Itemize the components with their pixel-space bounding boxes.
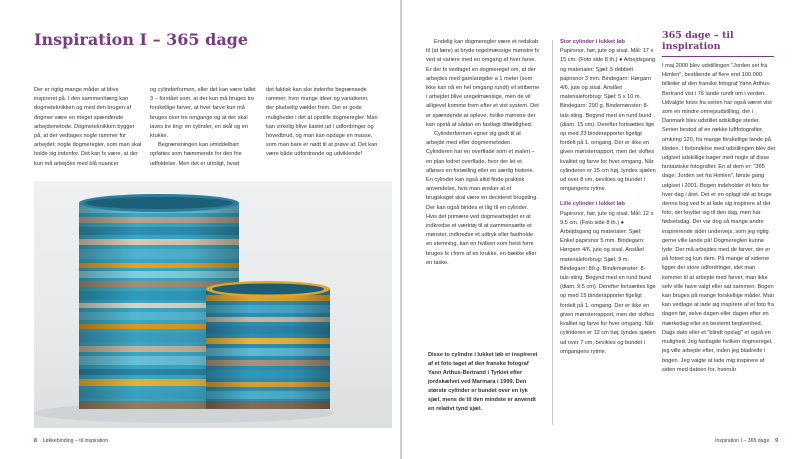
page-number: 9: [775, 438, 778, 444]
pattern-instructions: Papirsnor, hør, jute og sisal. Mål: 17 x 15 cm. (Foto side 8 th.) ● Arbejdsgang og materialer: Sjæl: 5 dobbelt papirsnor 3 mm. Bindegarn: Hørgarn 4/6, jute og sisal. Anslået materialeforbrug: Sjæl: 5 x 10 m. Bindegarn: 290 g. Bindemønster: 8-tals-sting. Begynd med en rund bund (diam. 15 cm). Derefter fortsættes lige op med 23 binderapporter ligeligt fordelt på 1. omgang. Der er ikke en given mønsterrapport, men der skiftes kvalitet og farve for hver omgang. Når cylinderen er 15 cm høj, tyndes sjælen ud over 8 cm, bevikles og bundet i omgangens rytme.: [560, 48, 656, 193]
paragraph: I maj 2000 blev udstillingen "Jorden set fra Himlen", bestående af flere end 100.000 billeder af den franske fotograf Yann Arthus-Bertrand vist i 76 lande rundt om i verden. Udvalgte fotos fra serien har også været vist som en mindre omrejsudstilling, der i Danmark blev udstillet adskillige steder. Serien bestod af en række luftfotografier, omkring 120, fra mange forskellige lande på kloden. I forbindelse med udstillingen blev der udgivet adskillige bøger med nogle af disse fantastiske fotografier. En af dem er: "365 dage: Jorden set fra Himlen", første gang udgivet i 2001. Bogen indeholder ét foto for hver dag i året. Det er en oplagt idé at bruge denne bog ved fx at lade sig inspirere af det foto, der knytter sig til den dag, men har fødselsdag. Der var dog så mange andre inspirerende sider undervejs, som jeg rigtig gerne ville lande på! Dogmereglen kunne lyde: Der må arbejdes med de farver, der er på fotoet og kun dem. På mange af siderne ligger der store udfordringer, idet man kommer til at arbejde med farver, man ikke selv ville have valgt eller sat sammen. Bogen kan bruges på mange forskellige måder. Man kan vedtage at lade sig inspirere af et foto fra dagen før, selve dagen eller dagen efter en mærkedag eller en bestemt begivenhed. Dags dato eller et "blindt opslag" er også en mulighed. Jeg fastlagde hvilken dogmeregel, jeg ville arbejde efter, inden jeg bladrede i bogen. Jeg valgte at lade mig inspirere af siden med datoen for, hvornår: [662, 63, 776, 373]
column-rule: [552, 40, 553, 425]
title-rule: [662, 56, 774, 57]
coiled-cylinders-illustration: [34, 181, 392, 428]
photo-caption: Disse to cylindre i lukket løb er inspireret af et foto taget af den franske fotograf Yann Arthus-Bertrand i Tyrkiet efter jordskælvet ved Marmara i 1999. Den største cylinder er bundet over en tyk sjæl, mens de til den mindste er anvendt en relativt tynd sjæl.: [428, 352, 538, 412]
sidebar-title: 365 dage – til inspiration: [662, 30, 734, 52]
paragraph: og cylinderformen, eller det kan være tallet 3 – forstået som, at der kun må bruges tre forskellige farver, at hver farve kun må bruges over tre omgange og at der skal laves tre ting: en cylinder, en skål og en krukke.: [150, 87, 256, 140]
pattern-heading: Stor cylinder i lukket løb: [560, 39, 625, 45]
paragraph: Der er rigtig mange måder at blive inspireret på. I den sammenhæng kan dogmeteknikken og med den brugen af dogmer være en meget spændende arbejdsmetode. Dogmeteknikken bygger på, at der vedtages nogle rammer for arbejdet; nogle dogmeregler, som man skal holde sig indenfor. Det kan fx være, at der kun må arbejdes med blå nuancer: [34, 87, 142, 167]
left-footer: [34, 438, 108, 444]
body-column-2: [150, 86, 258, 169]
right-footer: [715, 438, 778, 444]
body-column-3: [266, 86, 378, 160]
running-head: Inspiration I – 365 dage: [715, 438, 770, 444]
running-head: Løkkebinding – til inspiration: [42, 438, 109, 444]
body-column-1: [426, 38, 540, 268]
paragraph: det faktisk kan ske indenfor begrænsede rammer; hvor mange ideer og variationer, der pludselig vælder frem. Der er gode muligheder i det at opstille dogmeregler. Man kan virkelig blive kastet ud i udfordringer og hovedbrud, og man kan opdage en masse, som man bare er nødt til at prøve af. Det kan være både udfordrende og udviklende!: [266, 87, 378, 158]
pattern-column: [560, 38, 656, 357]
paragraph: Begrænsningen kan umiddelbart opfattes som hæmmende for den frie udfoldelse. Men det er utroligt, hvad: [150, 142, 242, 167]
pattern-heading: Lille cylinder i lukket løb: [560, 201, 625, 208]
page-number: 8: [34, 438, 37, 444]
basket-photo: [34, 181, 392, 428]
left-page: [0, 0, 400, 459]
pattern-instructions: Papirsnor, hør, jute og sisal. Mål: 12 x 9.5 cm. (Foto side 8 th.) ● Arbejdsgang og materialer: Sjæl: Enkel papirsnor 5 mm. Bindegarn: Hørgarn 4/6, jute og sisal. Anslået materialeforbrug: Sjæl: 9 m. Bindegarn: 80 g. Bindemønster: 8-tals-sting. Begynd med en rund bund (diam. 9.5 cm). Derefter fortsættes lige op med 15 binderapporter ligeligt fordelt på 1. omgang. Der er ikke en given mønsterrapport, men der skiftes kvalitet og farve for hver omgang. Når cylinderen er 12 cm høj, tyndes sjælen ud over 7 cm, bevikles og bundet i omgangens rytme.: [560, 210, 656, 355]
body-column-1: [34, 86, 142, 169]
paragraph: Endelig kan dogmeregler være et redskab til (at lære) at bryde regelmæssige mønstre fx ved at variere med en omgang af hver farve. Er der fx vedtaget en dogmeregel om, at der arbejdes med gamlarøgder a 1 meter (som ikke kan nå en hel omgang rundt) vil striberne i arbejdet blive uregelmæssige, men de vil alligevel komme frem efter et vist system. Det er spændende at opleve, hvilke mønstre der kan opstå af sådan en fastlagt tilfældighed.: [426, 39, 540, 128]
page-title: Inspiration I – 365 dage: [34, 30, 249, 49]
right-page: [402, 0, 802, 459]
paragraph: Cylinderformen egner sig godt til at arbejde med efter dogmemetoden. Cylinderen har en overflade som et maleri – en plan lodret overflade, hvor der let et afløses en fortælling eller en særlig historie. En cylinder kan også altid finde praktisk anvendelse, hvis man ønsker at et brugskaget skal være en decideret brugsting. Der kan også bindes et låg til en cylinder. Hvis det primære ved dogmearbejdet er at indkredse et værktøj til at sammensætte et mønster, indkredse et udtryk eller fastholde en stemning, kan en hvilken som helst form bruges fx i form af en krukke, en bække eller en taske.: [426, 131, 538, 266]
body-column-3: [662, 62, 776, 375]
